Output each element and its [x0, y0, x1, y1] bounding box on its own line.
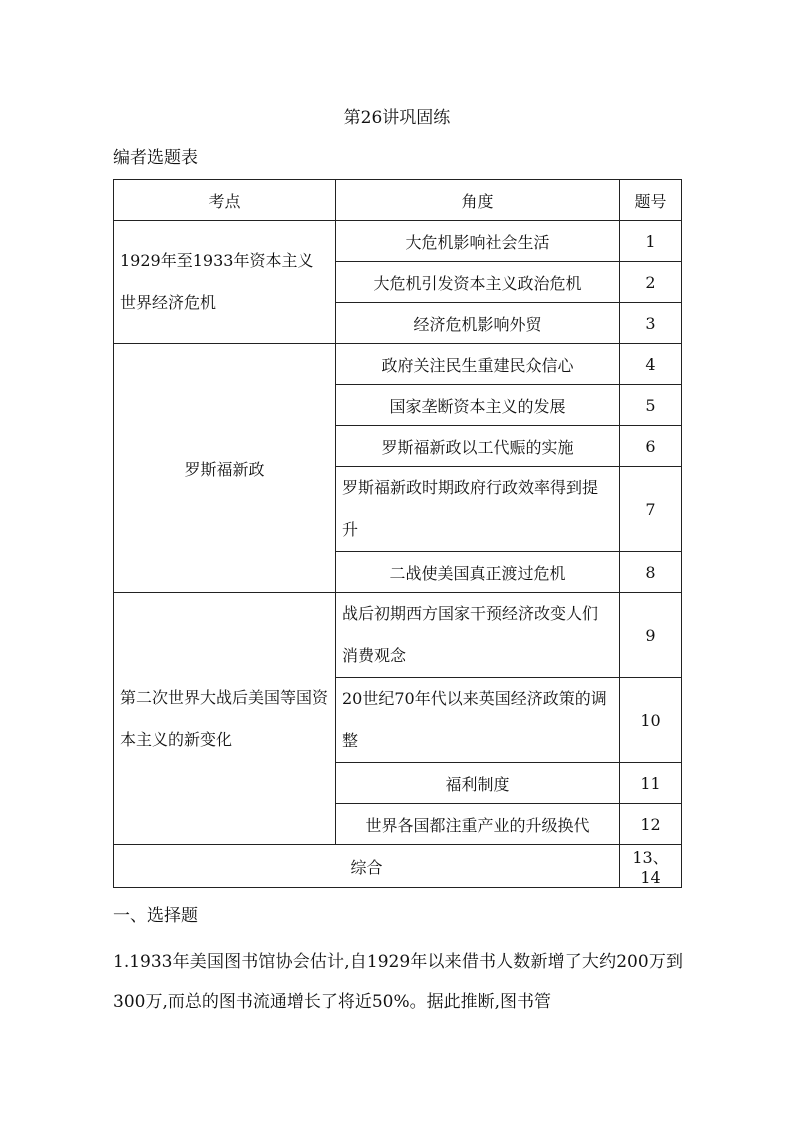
- summary-label: 综合: [114, 845, 620, 888]
- number-cell: 7: [620, 467, 682, 552]
- number-cell: 10: [620, 678, 682, 763]
- table-caption: 编者选题表: [113, 148, 198, 168]
- angle-cell: 20世纪70年代以来英国经济政策的调整: [336, 678, 620, 763]
- number-cell: 8: [620, 552, 682, 593]
- number-cell: 3: [620, 303, 682, 344]
- topic-table: [113, 179, 682, 888]
- page-title: 第26讲巩固练: [343, 108, 451, 128]
- angle-cell: 国家垄断资本主义的发展: [336, 385, 620, 426]
- number-cell: 12: [620, 804, 682, 845]
- topic-cell: 罗斯福新政: [114, 344, 336, 593]
- angle-cell: 罗斯福新政以工代赈的实施: [336, 426, 620, 467]
- header-angle: 角度: [336, 180, 620, 221]
- number-cell: 4: [620, 344, 682, 385]
- angle-cell: 战后初期西方国家干预经济改变人们消费观念: [336, 593, 620, 678]
- question-1-text: 1.1933年美国图书馆协会估计,自1929年以来借书人数新增了大约200万到300万,而总的图书流通增长了将近50%。据此推断,图书管: [113, 952, 683, 1012]
- number-cell: 11: [620, 763, 682, 804]
- number-cell: 9: [620, 593, 682, 678]
- table-row: [114, 344, 682, 385]
- angle-cell: 政府关注民生重建民众信心: [336, 344, 620, 385]
- angle-cell: 二战使美国真正渡过危机: [336, 552, 620, 593]
- header-topic: 考点: [114, 180, 336, 221]
- number-cell: 1: [620, 221, 682, 262]
- number-cell: 5: [620, 385, 682, 426]
- section-heading: 一、选择题: [113, 906, 198, 926]
- summary-row: [114, 845, 682, 888]
- table-row: [114, 221, 682, 262]
- angle-cell: 罗斯福新政时期政府行政效率得到提升: [336, 467, 620, 552]
- angle-cell: 大危机引发资本主义政治危机: [336, 262, 620, 303]
- summary-number: 13、14: [620, 845, 682, 888]
- angle-cell: 世界各国都注重产业的升级换代: [336, 804, 620, 845]
- angle-cell: 经济危机影响外贸: [336, 303, 620, 344]
- angle-cell: 大危机影响社会生活: [336, 221, 620, 262]
- topic-cell: 第二次世界大战后美国等国资本主义的新变化: [114, 593, 336, 845]
- table-header-row: [114, 180, 682, 221]
- header-number: 题号: [620, 180, 682, 221]
- number-cell: 6: [620, 426, 682, 467]
- number-cell: 2: [620, 262, 682, 303]
- topic-cell: 1929年至1933年资本主义世界经济危机: [114, 221, 336, 344]
- angle-cell: 福利制度: [336, 763, 620, 804]
- table-row: [114, 593, 682, 678]
